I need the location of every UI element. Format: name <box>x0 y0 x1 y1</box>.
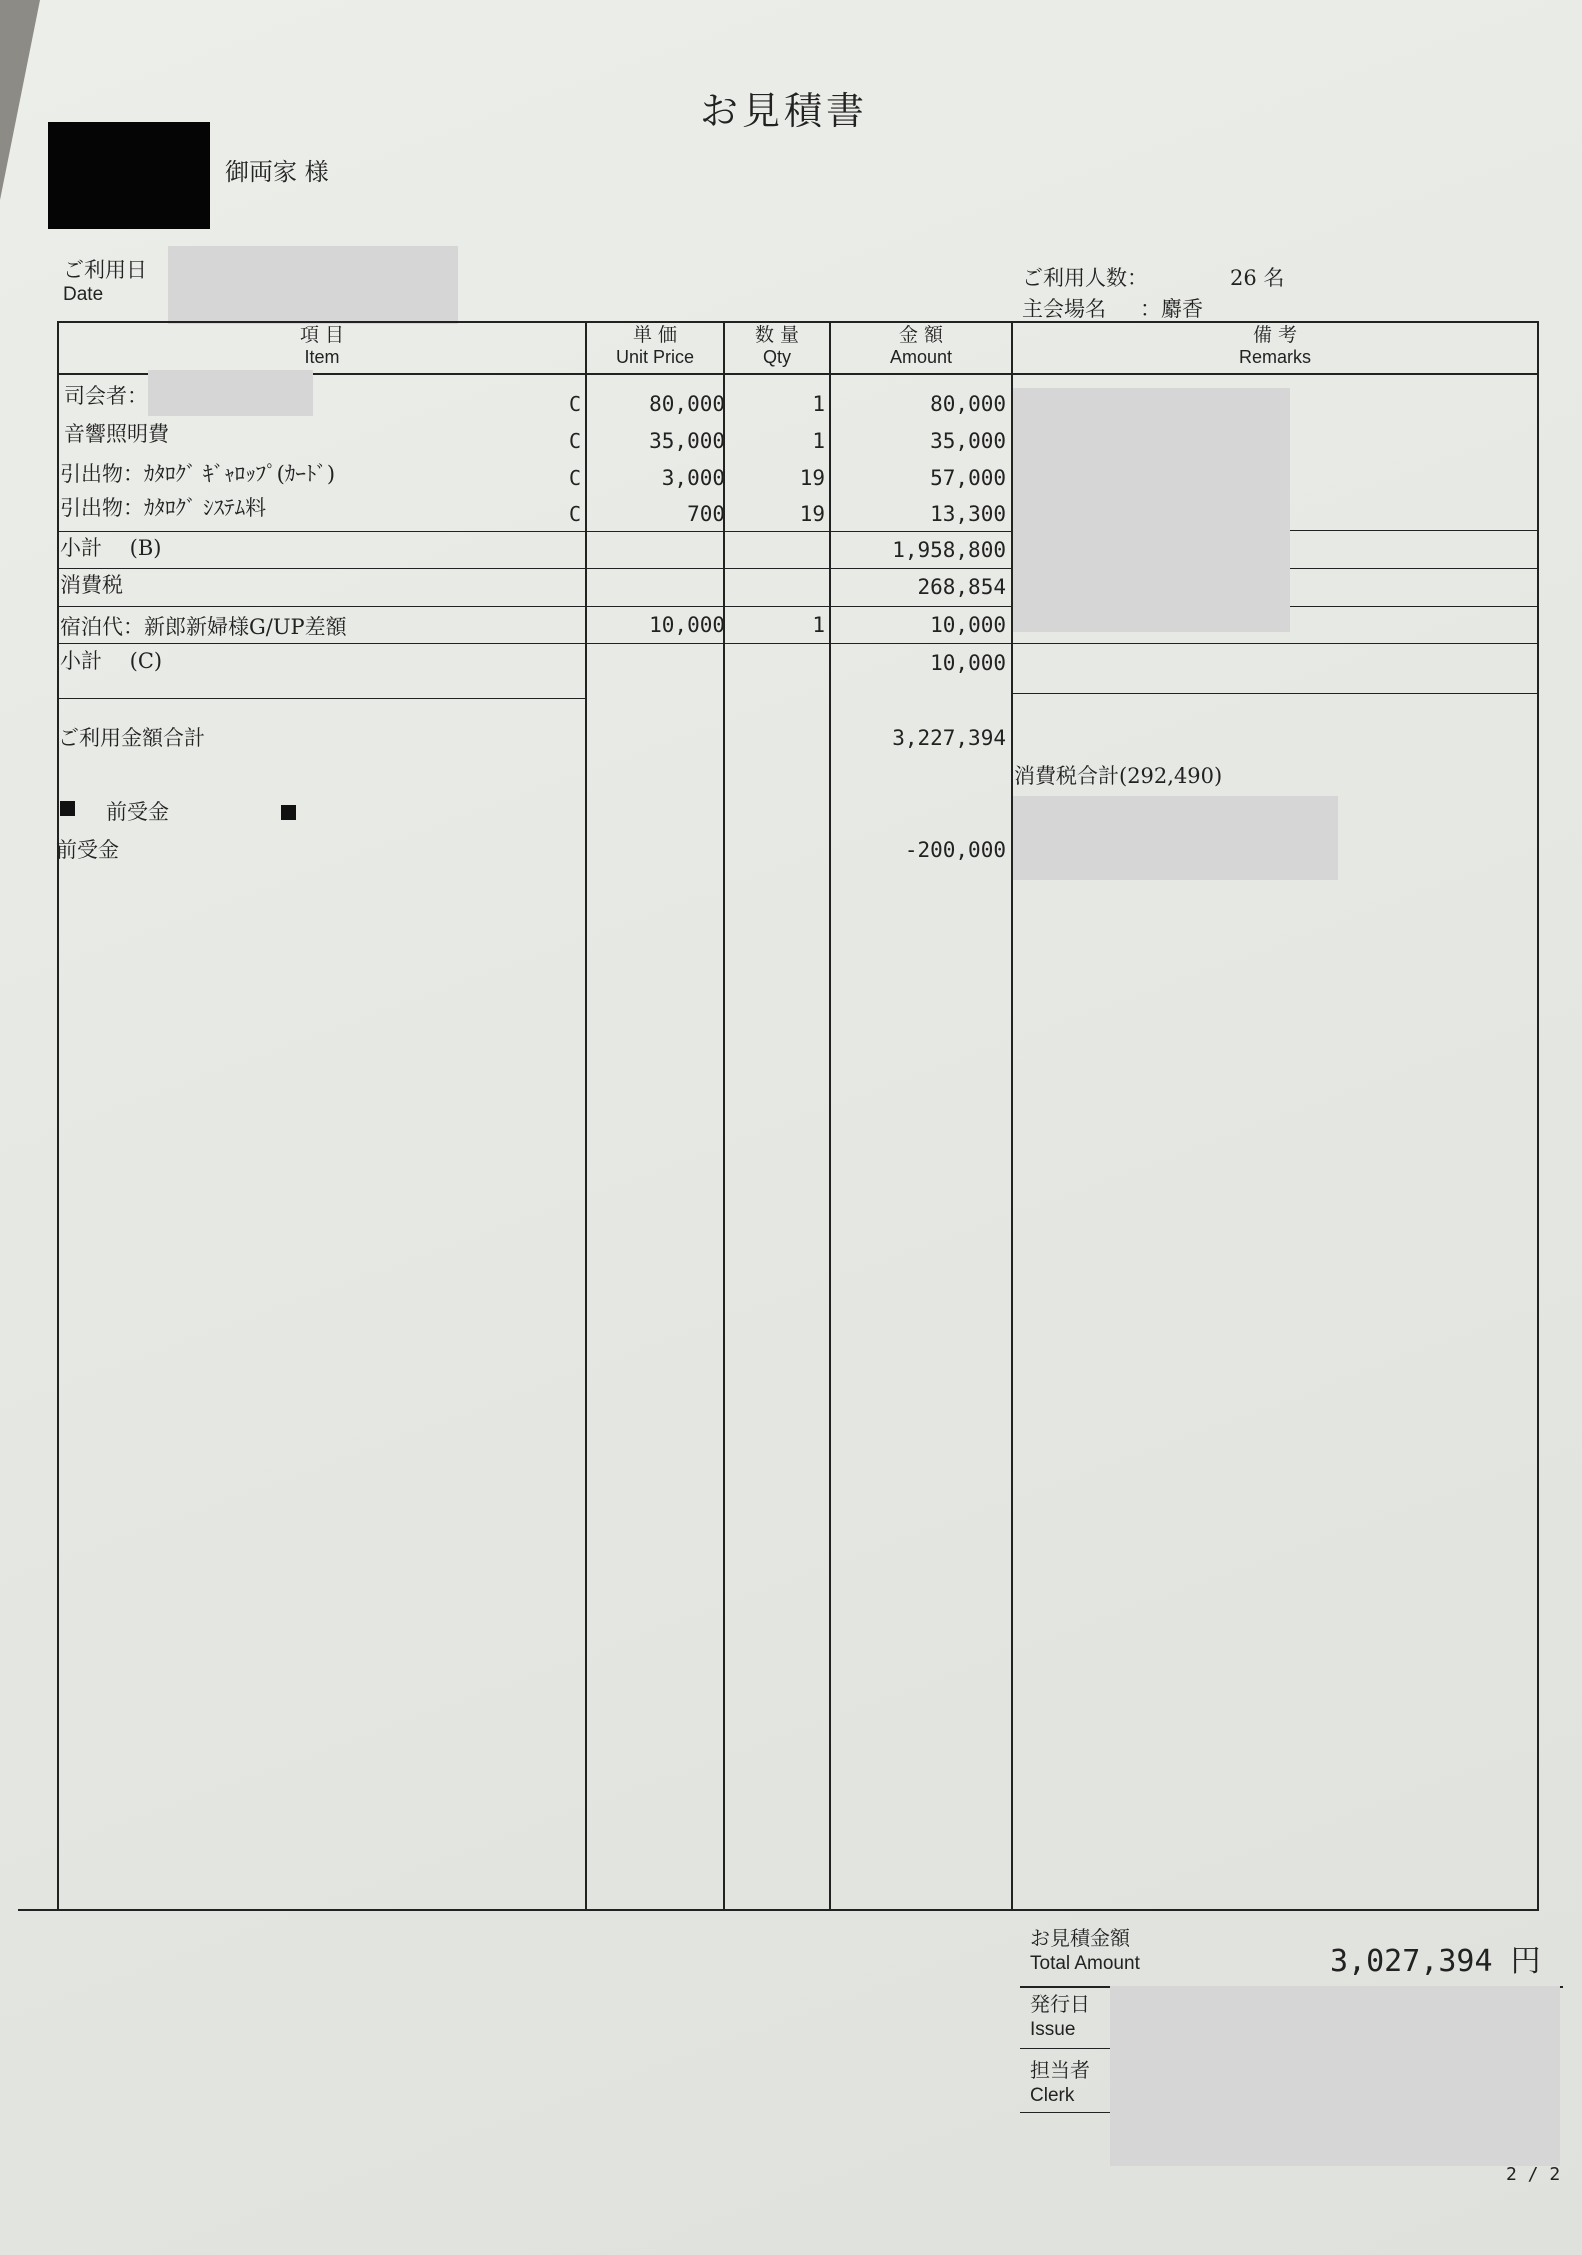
advance-section-label: 前受金 <box>106 800 169 824</box>
venue-value: ：麝香 <box>1140 297 1203 321</box>
row-item: 司会者： <box>64 384 148 408</box>
total-amount-label-en: Total Amount <box>1030 1953 1140 1974</box>
row-item: 小計 (C) <box>60 649 163 673</box>
total-amount-number: 3,027,394 <box>1330 1944 1493 1979</box>
header-amount-ja: 金 額 <box>898 324 944 346</box>
clerk-label-ja: 担当者 <box>1030 2058 1090 2082</box>
row-qty: 1 <box>812 613 825 637</box>
row-item: 消費税 <box>60 573 123 597</box>
addressee: 御両家 様 <box>225 158 329 186</box>
remarks-line-3 <box>1290 606 1539 607</box>
row-sep-lodging <box>57 606 1011 607</box>
section-marker-left <box>60 801 75 816</box>
total-amount-label-ja: お見積金額 <box>1030 1926 1130 1950</box>
row-flag: C <box>569 466 582 490</box>
redacted-advance-remark <box>1013 796 1338 880</box>
redacted-family-name <box>48 122 210 229</box>
table-left-border <box>57 321 59 1911</box>
row-amount: 10,000 <box>930 613 1006 637</box>
row-flag: C <box>569 502 582 526</box>
guests-value: 26 名 <box>1230 266 1285 290</box>
clerk-underline <box>1020 2112 1110 2113</box>
row-unit-price: 80,000 <box>649 392 725 416</box>
row-item: 引出物：ｶﾀﾛｸﾞ ｷﾞｬﾛｯﾌﾟ(ｶｰﾄﾞ) <box>60 462 336 486</box>
date-label: ご利用日 <box>63 258 147 282</box>
paper-corner-shadow <box>0 0 40 200</box>
issue-date-label <box>1030 1988 1090 2041</box>
total-amount-unit: 円 <box>1510 1944 1541 1979</box>
table-right-border <box>1537 321 1539 1911</box>
document-title: お見積書 <box>700 89 869 133</box>
row-amount: 35,000 <box>930 429 1006 453</box>
row-unit-price: 700 <box>687 502 725 526</box>
clerk-label <box>1030 2054 1090 2107</box>
row-unit-price: 35,000 <box>649 429 725 453</box>
row-amount: 10,000 <box>930 651 1006 675</box>
row-qty: 1 <box>812 392 825 416</box>
header-qty <box>725 324 829 368</box>
col-sep-item <box>585 321 587 1909</box>
row-item: 宿泊代：新郎新婦様G/UP差額 <box>60 615 347 639</box>
grand-total-amount: 3,227,394 <box>892 726 1006 750</box>
header-amount-en: Amount <box>889 346 953 367</box>
header-item-en: Item <box>304 346 340 367</box>
row-sep-subtotal-c <box>57 643 1539 644</box>
redacted-remarks <box>1013 388 1290 632</box>
redacted-date <box>168 246 458 324</box>
row-item: 音響照明費 <box>64 422 169 446</box>
header-qty-ja: 数 量 <box>754 324 800 346</box>
grand-total-label: ご利用金額合計 <box>58 726 205 750</box>
row-qty: 1 <box>812 429 825 453</box>
issue-date-label-ja: 発行日 <box>1030 1992 1090 2016</box>
row-qty: 19 <box>799 502 825 526</box>
row-amount: 13,300 <box>930 502 1006 526</box>
header-remarks <box>1013 324 1537 368</box>
remarks-line-2 <box>1290 568 1539 569</box>
header-amount <box>831 324 1011 368</box>
row-flag: C <box>569 429 582 453</box>
row-unit-price: 10,000 <box>649 613 725 637</box>
issue-date-label-en: Issue <box>1030 2019 1076 2040</box>
tax-total-remark: 消費税合計(292,490) <box>1014 764 1223 788</box>
row-sep-total <box>57 698 587 699</box>
col-sep-price <box>723 321 725 1909</box>
venue-label: 主会場名 <box>1022 297 1106 321</box>
header-unit-price-ja: 単 価 <box>632 324 678 346</box>
row-amount: 80,000 <box>930 392 1006 416</box>
table-top-border <box>57 321 1539 323</box>
header-item-ja: 項 目 <box>299 324 345 346</box>
row-sep-tax <box>57 568 1011 569</box>
row-item: 小計 (B) <box>60 536 162 560</box>
table-bottom-border <box>18 1909 1539 1911</box>
header-remarks-en: Remarks <box>1238 346 1311 367</box>
total-amount-value <box>1330 1936 1541 1980</box>
header-unit-price <box>587 324 723 368</box>
row-flag: C <box>569 392 582 416</box>
row-amount: 1,958,800 <box>892 538 1006 562</box>
redacted-issue-clerk <box>1110 1986 1560 2166</box>
date-label-en: Date <box>63 284 104 305</box>
row-sep-total-right <box>1011 693 1539 694</box>
redacted-mc-name <box>148 370 313 416</box>
row-sep-subtotal-b <box>57 531 1011 532</box>
clerk-label-en: Clerk <box>1030 2085 1075 2106</box>
remarks-line-1 <box>1290 530 1539 531</box>
row-qty: 19 <box>799 466 825 490</box>
header-unit-price-en: Unit Price <box>615 346 695 367</box>
guests-label: ご利用人数： <box>1022 266 1148 290</box>
page-number: 2 / 2 <box>1506 2164 1561 2185</box>
row-unit-price: 3,000 <box>661 466 725 490</box>
row-amount: 57,000 <box>930 466 1006 490</box>
advance-amount: -200,000 <box>904 838 1006 862</box>
row-item: 引出物：ｶﾀﾛｸﾞ ｼｽﾃﾑ料 <box>60 496 267 520</box>
total-amount-label <box>1030 1922 1140 1975</box>
header-item <box>59 324 585 368</box>
advance-label: 前受金 <box>56 838 119 862</box>
header-qty-en: Qty <box>762 346 791 367</box>
section-marker-right <box>281 805 296 820</box>
header-remarks-ja: 備 考 <box>1252 324 1298 346</box>
issue-underline <box>1020 2048 1110 2049</box>
row-amount: 268,854 <box>917 575 1006 599</box>
